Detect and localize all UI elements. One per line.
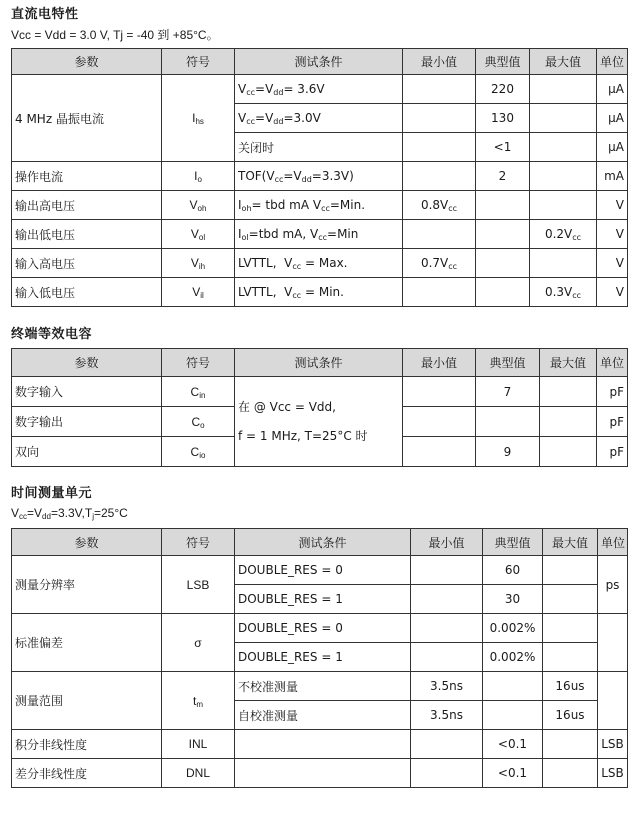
max-cell [543,730,598,759]
header-condition: 测试条件 [235,529,411,556]
time-measurement-table [11,528,628,788]
symbol-cell: σ [162,614,235,672]
min-cell [403,407,476,437]
param-cell: 4 MHz 晶振电流 [12,75,162,162]
max-cell: $0.2V_{cc}$ [530,220,597,249]
capacitance-table [11,348,628,467]
param-cell: 测量范围 [12,672,162,730]
condition-cell: LVTTL, $V_{cc}$ = Max. [235,249,403,278]
header-unit: 单位 [597,349,628,377]
max-cell [530,191,597,220]
header-typ: 典型值 [476,349,540,377]
condition-cell: DOUBLE_RES = 0 [235,614,411,643]
typ-cell: 0.002% [483,614,543,643]
typ-cell: <0.1 [483,730,543,759]
typ-cell: 30 [483,585,543,614]
typ-cell [476,191,530,220]
min-cell: 3.5ns [411,672,483,701]
table-row [12,220,628,249]
max-cell: $0.3V_{cc}$ [530,278,597,307]
param-cell: 标准偏差 [12,614,162,672]
condition-cell: DOUBLE_RES = 1 [235,643,411,672]
typ-cell: 0.002% [483,643,543,672]
max-cell [543,759,598,788]
section-title-time-measurement: 时间测量单元 [11,486,93,501]
symbol-cell: $I_o$ [162,162,235,191]
max-cell [540,377,597,407]
symbol-cell: DNL [162,759,235,788]
table-row [12,249,628,278]
symbol-cell: $V_{il}$ [162,278,235,307]
max-cell [530,249,597,278]
min-cell [403,75,476,104]
condition-cell: $V_{cc}=V_{dd}= 3.6V$ [235,75,403,104]
table-row [12,672,628,701]
param-cell: 数字输入 [12,377,162,407]
header-symbol: 符号 [162,529,235,556]
section-title-capacitance: 终端等效电容 [11,327,93,342]
min-cell [411,556,483,585]
condition-cell: $I_{oh}=$ tbd mA $V_{cc}=Min$. [235,191,403,220]
header-param: 参数 [12,529,162,556]
param-cell: 测量分辨率 [12,556,162,614]
symbol-cell: INL [162,730,235,759]
header-condition: 测试条件 [235,49,403,75]
symbol-cell: $V_{ol}$ [162,220,235,249]
header-param: 参数 [12,49,162,75]
unit-cell: V [597,220,628,249]
header-unit: 单位 [598,529,628,556]
typ-cell: <0.1 [483,759,543,788]
symbol-cell: $V_{ih}$ [162,249,235,278]
typ-cell [483,701,543,730]
unit-cell: V [597,278,628,307]
min-cell [403,377,476,407]
condition-cell: 不校准测量 [235,672,411,701]
symbol-cell: $V_{oh}$ [162,191,235,220]
param-cell: 输入低电压 [12,278,162,307]
unit-cell [598,672,628,730]
table-row [12,377,628,407]
min-cell [403,133,476,162]
typ-cell: 220 [476,75,530,104]
symbol-cell: LSB [162,556,235,614]
table-header-row [12,349,628,377]
unit-cell: LSB [598,730,628,759]
max-cell [530,162,597,191]
min-cell [403,162,476,191]
typ-cell: 130 [476,104,530,133]
unit-cell: pF [597,407,628,437]
condition-cell: $I_{ol}=tbd$ mA, $V_{cc}=Min$ [235,220,403,249]
condition-cell: LVTTL, $V_{cc}$ = Min. [235,278,403,307]
symbol-cell: $C_{in}$ [162,377,235,407]
max-cell [543,643,598,672]
dc-characteristics-table [11,48,628,307]
header-symbol: 符号 [162,349,235,377]
condition-cell: 自校准测量 [235,701,411,730]
typ-cell [476,278,530,307]
typ-cell [476,249,530,278]
condition-cell [235,759,411,788]
unit-cell: pF [597,437,628,467]
unit-cell: V [597,249,628,278]
unit-cell [598,614,628,672]
condition-cell: DOUBLE_RES = 0 [235,556,411,585]
max-cell [540,437,597,467]
param-cell: 差分非线性度 [12,759,162,788]
unit-cell: pF [597,377,628,407]
table-header-row [12,49,628,75]
min-cell [403,437,476,467]
condition-cell [235,730,411,759]
unit-cell: μA [597,75,628,104]
param-cell: 双向 [12,437,162,467]
typ-cell: <1 [476,133,530,162]
max-cell [543,556,598,585]
header-unit: 单位 [597,49,628,75]
symbol-cell: $C_o$ [162,407,235,437]
table-row [12,278,628,307]
min-cell [411,614,483,643]
unit-cell: mA [597,162,628,191]
param-cell: 输出高电压 [12,191,162,220]
unit-cell: μA [597,104,628,133]
max-cell [543,585,598,614]
table-row [12,614,628,643]
max-cell [543,614,598,643]
max-cell [530,75,597,104]
typ-cell: 7 [476,377,540,407]
param-cell: 数字输出 [12,407,162,437]
header-typ: 典型值 [483,529,543,556]
max-cell: 16us [543,672,598,701]
typ-cell: 2 [476,162,530,191]
typ-cell [476,407,540,437]
condition-cell [235,377,403,467]
header-typ: 典型值 [476,49,530,75]
max-cell: 16us [543,701,598,730]
condition-cell: 关闭时 [235,133,403,162]
section-title-dc: 直流电特性 [11,7,79,22]
param-cell: 输出低电压 [12,220,162,249]
header-min: 最小值 [403,49,476,75]
typ-cell: 9 [476,437,540,467]
header-symbol: 符号 [162,49,235,75]
unit-cell: LSB [598,759,628,788]
param-cell: 输入高电压 [12,249,162,278]
symbol-cell: $C_{io}$ [162,437,235,467]
header-param: 参数 [12,349,162,377]
min-cell [403,104,476,133]
time-conditions: $V_{cc}=V_{dd}=3.3V,T_j=25^\circ C$ [11,506,128,521]
typ-cell [476,220,530,249]
header-min: 最小值 [403,349,476,377]
table-row [12,162,628,191]
table-row [12,759,628,788]
table-row [12,556,628,585]
param-cell: 操作电流 [12,162,162,191]
header-max: 最大值 [530,49,597,75]
header-max: 最大值 [543,529,598,556]
symbol-cell: $t_m$ [162,672,235,730]
param-cell: 积分非线性度 [12,730,162,759]
table-header-row [12,529,628,556]
max-cell [530,133,597,162]
typ-cell: 60 [483,556,543,585]
condition-line: f = 1 MHz, T=25°C 时 [238,428,368,443]
min-cell [403,220,476,249]
condition-cell: DOUBLE_RES = 1 [235,585,411,614]
min-cell [411,643,483,672]
condition-cell: $TOF(V_{cc}=V_{dd}=3.3V)$ [235,162,403,191]
unit-cell: μA [597,133,628,162]
condition-line: 在 @ Vcc = Vdd, [238,399,336,414]
min-cell: $0.7V_{cc}$ [403,249,476,278]
min-cell [411,585,483,614]
unit-cell: V [597,191,628,220]
table-row [12,191,628,220]
table-row [12,75,628,104]
header-condition: 测试条件 [235,349,403,377]
min-cell [411,730,483,759]
condition-cell: $V_{cc}=V_{dd}=3.0V$ [235,104,403,133]
max-cell [530,104,597,133]
max-cell [540,407,597,437]
min-cell [411,759,483,788]
symbol-cell: $I_{hs}$ [162,75,235,162]
min-cell [403,278,476,307]
table-row [12,730,628,759]
min-cell: $0.8V_{cc}$ [403,191,476,220]
min-cell: 3.5ns [411,701,483,730]
header-min: 最小值 [411,529,483,556]
unit-cell: ps [598,556,628,614]
typ-cell [483,672,543,701]
header-max: 最大值 [540,349,597,377]
dc-conditions: Vcc = Vdd = 3.0 V, Tj = -40 到 +85°C。 [11,28,219,42]
